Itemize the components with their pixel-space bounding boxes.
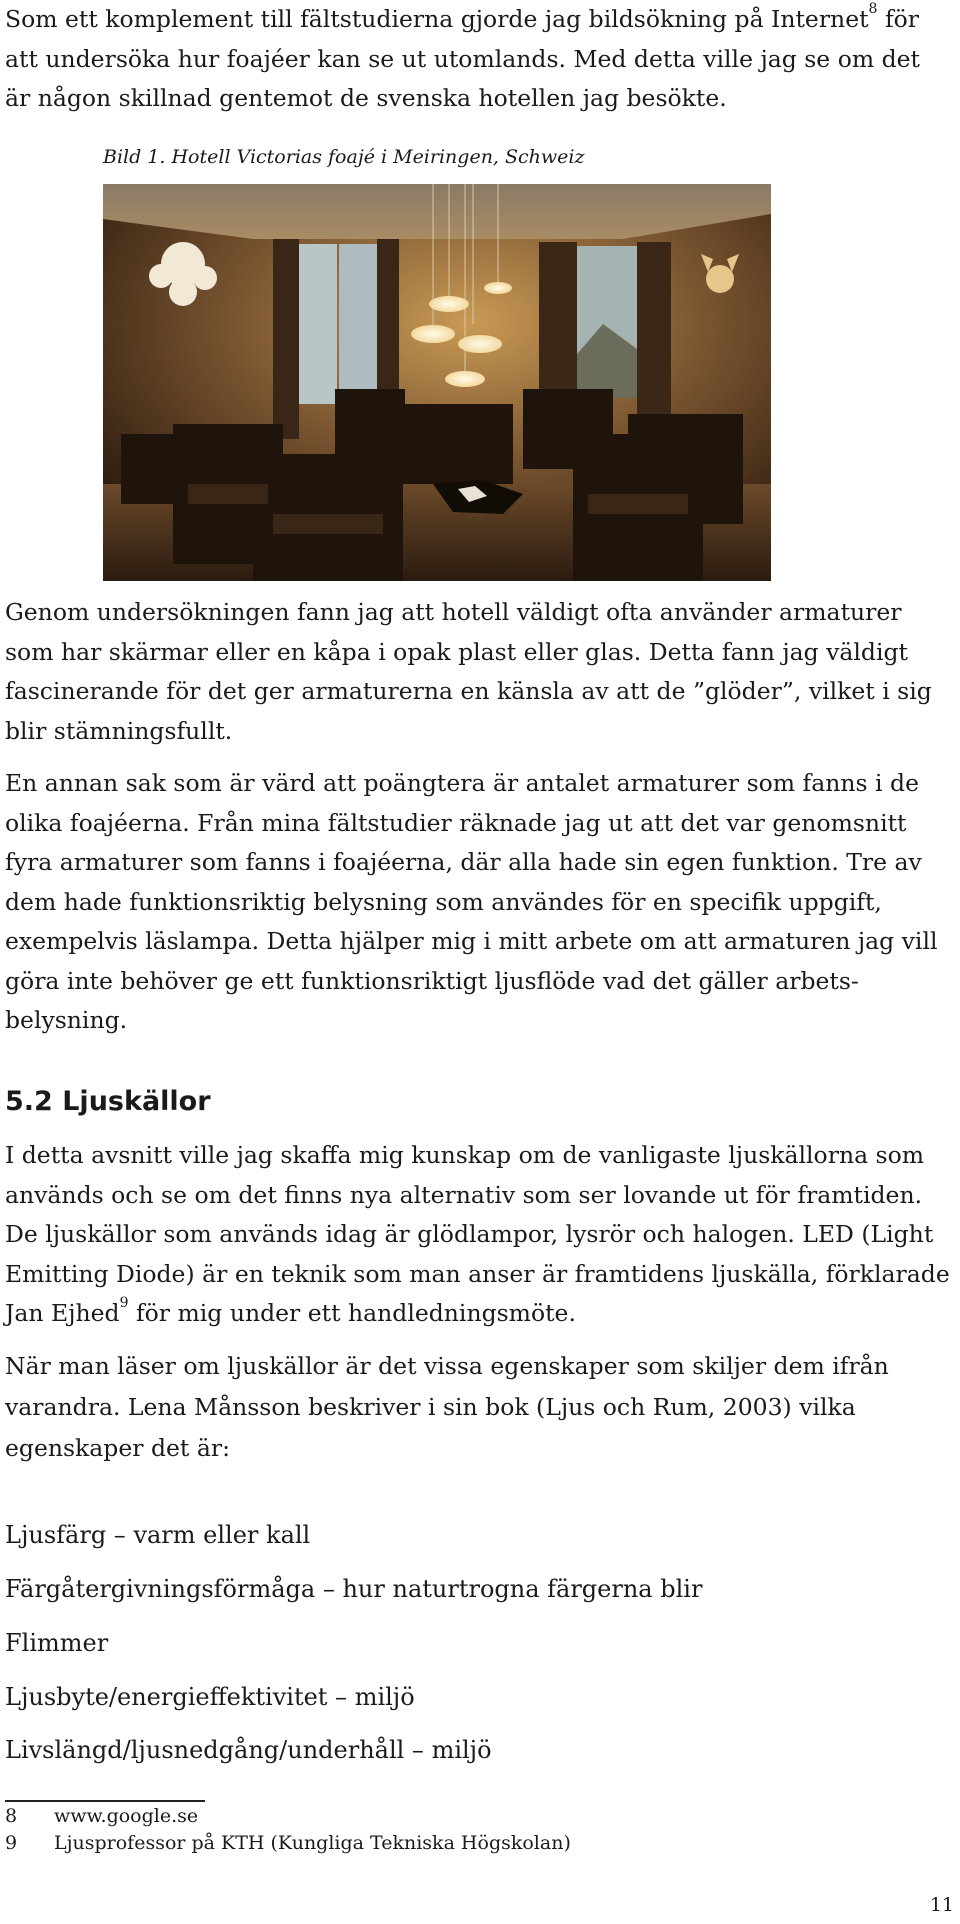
section-heading: 5.2 Ljuskällor xyxy=(5,1086,211,1117)
footnote-ref-8[interactable]: 8 xyxy=(868,1,878,17)
paragraph-properties-intro: När man läser om ljuskällor är det vissa egenskaper som skiljer dem ifrån varandra. Lena Månsson beskriver i sin bok (Ljus och Rum, 2003) vilka egenskaper det är: xyxy=(5,1352,889,1462)
list-item: Flimmer xyxy=(5,1629,109,1657)
intro-text-continued: för att undersöka hur foajéer kan se ut utomlands. Med detta ville jag se om det är någon skillnad gentemot de svenska hotellen jag besökte. xyxy=(5,5,920,112)
footnote-number: 8 xyxy=(5,1805,18,1827)
hotel-lobby-photo xyxy=(103,184,771,581)
footnote-8 xyxy=(5,1804,198,1828)
light-sources-text: I detta avsnitt ville jag skaffa mig kunskap om de vanligaste ljuskällorna som används och se om det finns nya alternativ som ser lovande ut för framtiden. De ljuskällor som används idag är glödlampor, lysrör och halogen. LED (Light Emitting Diode) är en teknik som man anser är framtidens ljuskälla, förklarade Jan Ejhed xyxy=(5,1141,950,1327)
intro-text: Som ett komplement till fältstudierna gjorde jag bildsökning på Internet xyxy=(5,5,869,33)
page-number: 11 xyxy=(929,1894,954,1916)
footnote-ref-9[interactable]: 9 xyxy=(119,1295,129,1311)
light-sources-text-continued: för mig under ett handledningsmöte. xyxy=(128,1299,576,1327)
footnote-divider xyxy=(5,1800,205,1802)
footnote-text: Ljusprofessor på KTH (Kungliga Tekniska Högskolan) xyxy=(54,1832,571,1854)
figure-caption: Bild 1. Hotell Victorias foajé i Meiringen, Schweiz xyxy=(103,146,585,168)
list-item: Färgåtergivningsförmåga – hur naturtrogna färgerna blir xyxy=(5,1575,703,1603)
list-item: Ljusbyte/energieffektivitet – miljö xyxy=(5,1683,415,1711)
intro-paragraph xyxy=(5,0,950,119)
footnote-9 xyxy=(5,1831,571,1855)
list-item: Livslängd/ljusnedgång/underhåll – miljö xyxy=(5,1736,492,1764)
footnote-text[interactable]: www.google.se xyxy=(54,1805,199,1827)
list-item: Ljusfärg – varm eller kall xyxy=(5,1521,311,1549)
paragraph-light-sources xyxy=(5,1136,950,1334)
footnote-number: 9 xyxy=(5,1832,18,1854)
paragraph-lighting-findings: Genom undersökningen fann jag att hotell väldigt ofta använder armaturer som har skärmar eller en kåpa i opak plast eller glas. Detta fann jag väldigt fascinerande för det ger armaturerna en känsla av att de ”glöder”, vilket i sig blir stämningsfullt. xyxy=(5,598,932,745)
paragraph-number-of-fixtures: En annan sak som är värd att poängtera är antalet armaturer som fanns i de olika foajéerna. Från mina fältstudier räknade jag ut att det var genomsnitt fyra armaturer som fanns i foajéerna, där alla hade sin egen funktion. Tre av dem hade funktionsriktig belysning som användes för en specifik uppgift, exempelvis läslampa. Detta hjälper mig i mitt arbete om att armaturen jag vill göra inte behöver ge ett funktionsriktigt ljusflöde vad det gäller arbetsbelysning. xyxy=(5,769,938,1034)
